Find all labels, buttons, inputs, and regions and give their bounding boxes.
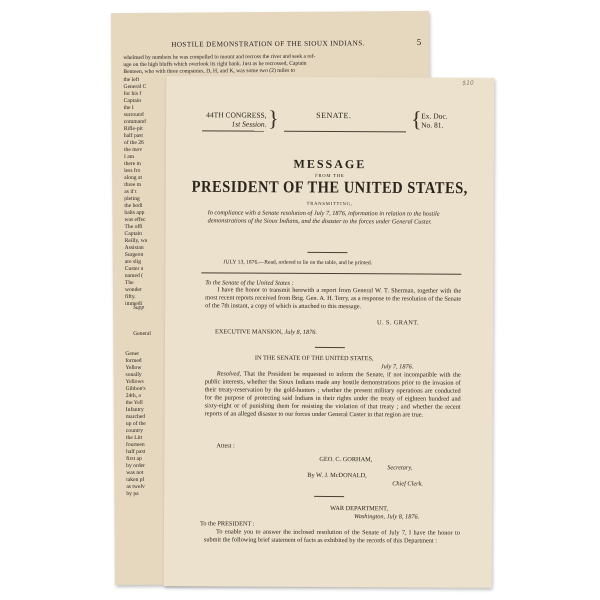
back-column-line: marched: [125, 413, 146, 421]
back-column-line: as twelv: [126, 483, 145, 491]
back-column-line: three m: [124, 181, 142, 189]
back-intro-line: uge on the high bluffs which overlook its right bank. Just as he recrossed, Captain: [123, 60, 307, 69]
back-column-line: I am: [123, 153, 135, 161]
resolution-paragraph: [205, 370, 461, 419]
in-senate-heading: IN THE SENATE OF THE UNITED STATES,: [254, 354, 374, 363]
back-column-line: was effec: [124, 216, 146, 224]
back-column-line: the bodi: [124, 202, 143, 210]
signature-mcdonald: By W. J. McDONALD,: [307, 471, 367, 480]
back-column-line: the mov: [123, 146, 143, 154]
read-ordered-line: JULY 13, 1876.—Read, ordered to lie on the table, and be printed.: [223, 259, 373, 267]
back-column-line: less fro: [124, 167, 141, 175]
back-column-fragment: [123, 77, 165, 308]
back-intro-text: [123, 53, 415, 76]
back-column-line: of the 26: [123, 139, 144, 147]
back-column-line: Captain: [123, 97, 142, 105]
header-rule-middle: [284, 131, 406, 133]
back-column-line: half past: [123, 132, 143, 140]
back-column-line: along at: [124, 174, 143, 182]
doc-number-block: [421, 111, 448, 129]
back-column-line: there m: [124, 160, 142, 168]
back-column-line: fourteen: [126, 441, 145, 449]
president-title: PRESIDENT OF THE UNITED STATES,: [191, 178, 468, 198]
back-column-line: General C: [123, 83, 147, 91]
session-label: 1st Session.: [231, 119, 267, 129]
brace-right: {: [411, 106, 422, 132]
war-department-paragraph: To enable you to answer the inclosed resolution of the Senate of July 7, I have the honor to submit the following brief statement of facts as exhibited by the records of this Department :: [203, 528, 460, 545]
back-column-line: taken pl: [126, 476, 145, 484]
executive-mansion-line: [215, 328, 317, 336]
back-column-line: surround: [123, 111, 144, 119]
back-column-line: by pa: [126, 490, 139, 498]
brace-left: }: [268, 105, 279, 131]
back-column-line: for his f: [123, 90, 142, 98]
short-rule: [307, 252, 347, 253]
back-column-line: Gener: [125, 350, 140, 358]
back-column-line: The: [124, 279, 134, 287]
short-rule-3: [314, 496, 344, 497]
back-column-line: the I: [123, 104, 134, 112]
salutation-president: To the PRESIDENT :: [199, 520, 255, 528]
back-label-general: General: [133, 330, 151, 337]
short-rule-2: [315, 347, 345, 348]
back-column-line: country: [125, 427, 144, 435]
section-rule: [201, 272, 461, 274]
compliance-paragraph: In compliance with a Senate resolution of July 7, 1876, information in relation to the hostile demonstrations of the Sioux Indians, and the disaster to the forces under General Custer.: [207, 209, 440, 226]
back-page-header: HOSTILE DEMONSTRATION OF THE SIOUX INDIANS.: [171, 39, 365, 49]
transmitting-label: TRANSMITTING,: [306, 200, 353, 207]
back-column-line: Yellows: [125, 378, 144, 386]
in-senate-date: July 7, 1876.: [380, 363, 414, 371]
transmittal-paragraph: I have the honor to transmit herewith a report from General W. T. Sherman, together with the most recent reports received from Brig. Gen. A. H. Terry, as a response to the resolution of the Senate of the 7th instant, a copy of which is attached to this message.: [205, 286, 462, 311]
back-column-fragment-2: [125, 351, 166, 498]
back-label-supplementary: Supp: [133, 304, 145, 311]
chief-clerk-title: Chief Clerk.: [392, 480, 424, 488]
secretary-title: Secretary,: [387, 464, 413, 472]
back-column-line: the Litt: [125, 434, 143, 442]
back-column-line: fifty.: [124, 293, 136, 301]
back-column-line: wonder: [124, 286, 142, 294]
congress-label: 44TH CONGRESS,: [206, 110, 267, 120]
back-column-line: 24th, a: [125, 392, 141, 400]
back-intro-line: whelmed by numbers he was compelled to mount and recross the river and seek a ref-: [123, 53, 316, 62]
signature-grant: U. S. GRANT.: [377, 319, 420, 327]
back-column-line: first ap: [126, 455, 142, 463]
back-column-line: sonally: [125, 371, 142, 379]
message-title: MESSAGE: [293, 156, 367, 172]
back-column-line: the left: [123, 76, 140, 84]
war-department-date: Washington, July 8, 1876.: [354, 513, 420, 521]
back-column-line: Custer a: [124, 265, 144, 273]
back-column-line: command: [123, 118, 146, 126]
back-column-line: Gibbon's: [125, 385, 146, 393]
from-the-label: FROM THE: [315, 172, 345, 179]
back-column-line: are slig: [124, 258, 142, 266]
congress-session-block: [206, 110, 267, 128]
back-page-number: 5: [416, 36, 422, 47]
back-intro-line: Benteen, who with three companies, D, H, and K, was some two (2) miles to: [123, 67, 296, 76]
back-column-line: Rifle-pit: [123, 125, 143, 133]
back-column-line: formed: [125, 357, 142, 365]
doc-number-label: No. 81.: [421, 120, 444, 130]
back-column-line: The offi: [124, 223, 143, 231]
war-department-heading: WAR DEPARTMENT,: [330, 505, 389, 513]
header-rule-left: [202, 130, 264, 131]
chamber-label: SENATE.: [316, 110, 352, 121]
back-column-line: Assistan: [124, 244, 144, 252]
back-column-line: was not: [126, 469, 144, 477]
pencil-price-note: $10: [462, 79, 474, 87]
back-column-line: the Yell: [125, 399, 143, 407]
back-column-line: named (: [124, 272, 144, 280]
back-column-line: Captain: [124, 230, 142, 238]
back-column-line: Infantry: [125, 406, 144, 414]
attest-label: Attest :: [216, 442, 235, 450]
back-column-line: half past: [126, 448, 146, 456]
resolution-text: That the President be requested to inform the Senate, if not incompatible with the public interests, whether the Sioux Indians made any hostile demonstrations prior to the invasion of their treaty-reservation by the gold-hunters ; whether the present military operations are conducted for the purpose of protecting said Indians in their rights under the treaty of eighteen hundred and sixty-eight or of punishing them for resisting the violation of that treaty ; and whether the recent reports of an alleged disaster to our forces under General Custer in that region are true.: [204, 370, 461, 419]
back-column-line: up of the: [125, 420, 146, 428]
back-column-line: pleting: [124, 195, 140, 203]
back-column-line: Yellow: [125, 364, 142, 372]
doc-type-label: Ex. Doc.: [421, 111, 448, 121]
executive-mansion-label: EXECUTIVE MANSION,: [214, 328, 283, 336]
back-column-line: immedi: [125, 300, 143, 308]
executive-mansion-date: July 8, 1876.: [284, 328, 318, 336]
front-document-page: [164, 76, 495, 588]
back-column-line: by order: [126, 462, 145, 470]
salutation-senate: To the Senate of the United States :: [205, 279, 294, 287]
resolved-keyword: Resolved,: [216, 370, 242, 378]
signature-gorham: GEO. C. GORHAM,: [319, 455, 373, 464]
back-column-line: Reilly, wa: [124, 237, 148, 245]
back-column-line: as if t: [124, 188, 137, 196]
back-column-line: halts app: [124, 209, 145, 217]
back-column-line: Surgeon: [124, 251, 144, 259]
